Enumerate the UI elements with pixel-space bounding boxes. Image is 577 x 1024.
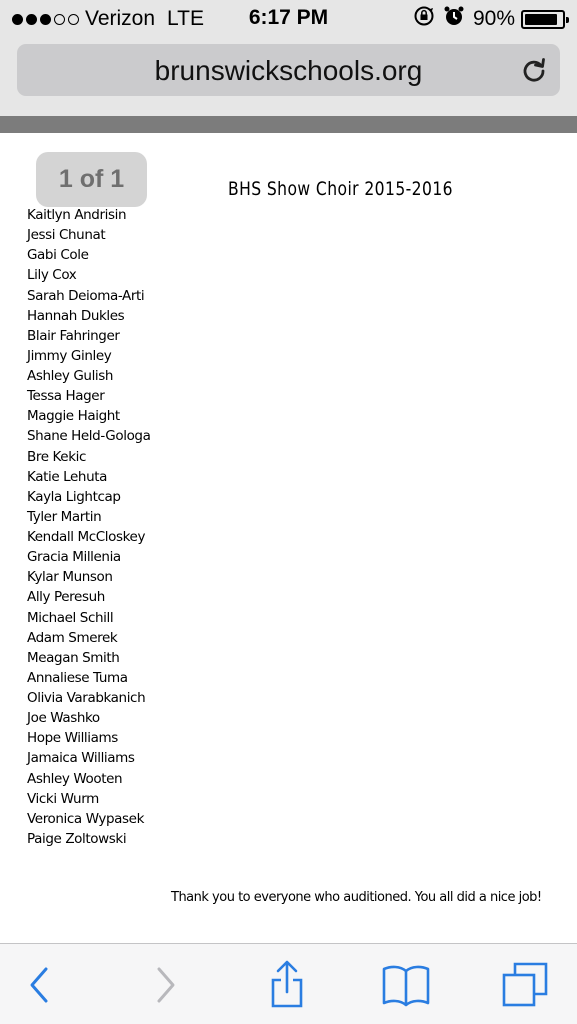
list-item: Meagan Smith (27, 649, 120, 666)
list-item: Shane Held-Gologa (27, 428, 151, 445)
clock: 6:17 PM (248, 6, 329, 29)
list-item: Tessa Hager (27, 388, 105, 405)
reload-button[interactable] (520, 56, 548, 84)
orientation-lock-icon (413, 5, 435, 33)
list-item: Annaliese Tuma (27, 669, 128, 686)
list-item: Ashley Gulish (27, 368, 114, 384)
share-button[interactable] (262, 960, 312, 1010)
page-indicator: 1 of 1 (36, 152, 147, 207)
status-right (413, 6, 565, 32)
list-item: Lily Cox (27, 267, 77, 284)
address-bar[interactable] (17, 44, 560, 96)
pdf-viewer-header (0, 116, 577, 133)
book-icon (381, 963, 431, 1007)
list-item: Veronica Wypasek (27, 810, 144, 827)
battery-percent: 90% (472, 7, 515, 30)
tabs-button[interactable] (500, 960, 550, 1010)
list-item: Jimmy Ginley (27, 347, 112, 364)
list-item: Ashley Wooten (27, 770, 123, 787)
chevron-right-icon (151, 965, 181, 1005)
chevron-left-icon (24, 965, 54, 1005)
forward-button[interactable] (141, 960, 191, 1010)
list-item: Paige Zoltowski (27, 830, 127, 847)
list-item: Gabi Cole (27, 247, 89, 264)
list-item: Maggie Haight (27, 408, 120, 425)
list-item: Vicki Wurm (27, 790, 99, 807)
list-item: Hope Williams (27, 730, 118, 747)
network-type: LTE (167, 7, 205, 30)
list-item: Sarah Deioma-Arti (27, 287, 145, 304)
tabs-icon (501, 961, 549, 1009)
document-title: BHS Show Choir 2015-2016 (228, 178, 453, 200)
list-item: Kaitlyn Andrisin (27, 207, 127, 223)
battery-icon (521, 10, 565, 29)
list-item: Katie Lehuta (27, 468, 107, 485)
url-text[interactable]: brunswickschools.org (154, 55, 423, 86)
battery-tip (566, 17, 569, 23)
list-item: Ally Peresuh (27, 589, 105, 606)
list-item: Kylar Munson (27, 569, 113, 586)
list-item: Tyler Martin (27, 508, 102, 525)
bookmarks-button[interactable] (381, 960, 431, 1010)
list-item: Kendall McCloskey (27, 529, 146, 545)
alarm-icon (443, 5, 465, 33)
list-item: Blair Fahringer (27, 327, 120, 344)
list-item: Joe Washko (27, 710, 100, 727)
status-bar (0, 0, 577, 38)
reload-icon (520, 56, 548, 84)
list-item: Hannah Dukles (27, 307, 125, 324)
battery-fill (525, 14, 557, 25)
names-list (27, 205, 150, 849)
carrier-name: Verizon (85, 7, 156, 30)
list-item: Bre Kekic (27, 448, 86, 465)
footer-note: Thank you to everyone who auditioned. You all did a nice job! (171, 890, 542, 905)
browser-nav-bar (0, 38, 577, 116)
back-button[interactable] (14, 960, 64, 1010)
list-item: Gracia Millenia (27, 549, 121, 566)
list-item: Kayla Lightcap (27, 488, 121, 505)
list-item: Michael Schill (27, 609, 114, 626)
list-item: Olivia Varabkanich (27, 690, 146, 706)
list-item: Jamaica Williams (27, 750, 135, 767)
list-item: Jessi Chunat (27, 227, 106, 244)
list-item: Adam Smerek (27, 629, 118, 646)
share-icon (267, 960, 307, 1010)
browser-toolbar (0, 943, 577, 1024)
